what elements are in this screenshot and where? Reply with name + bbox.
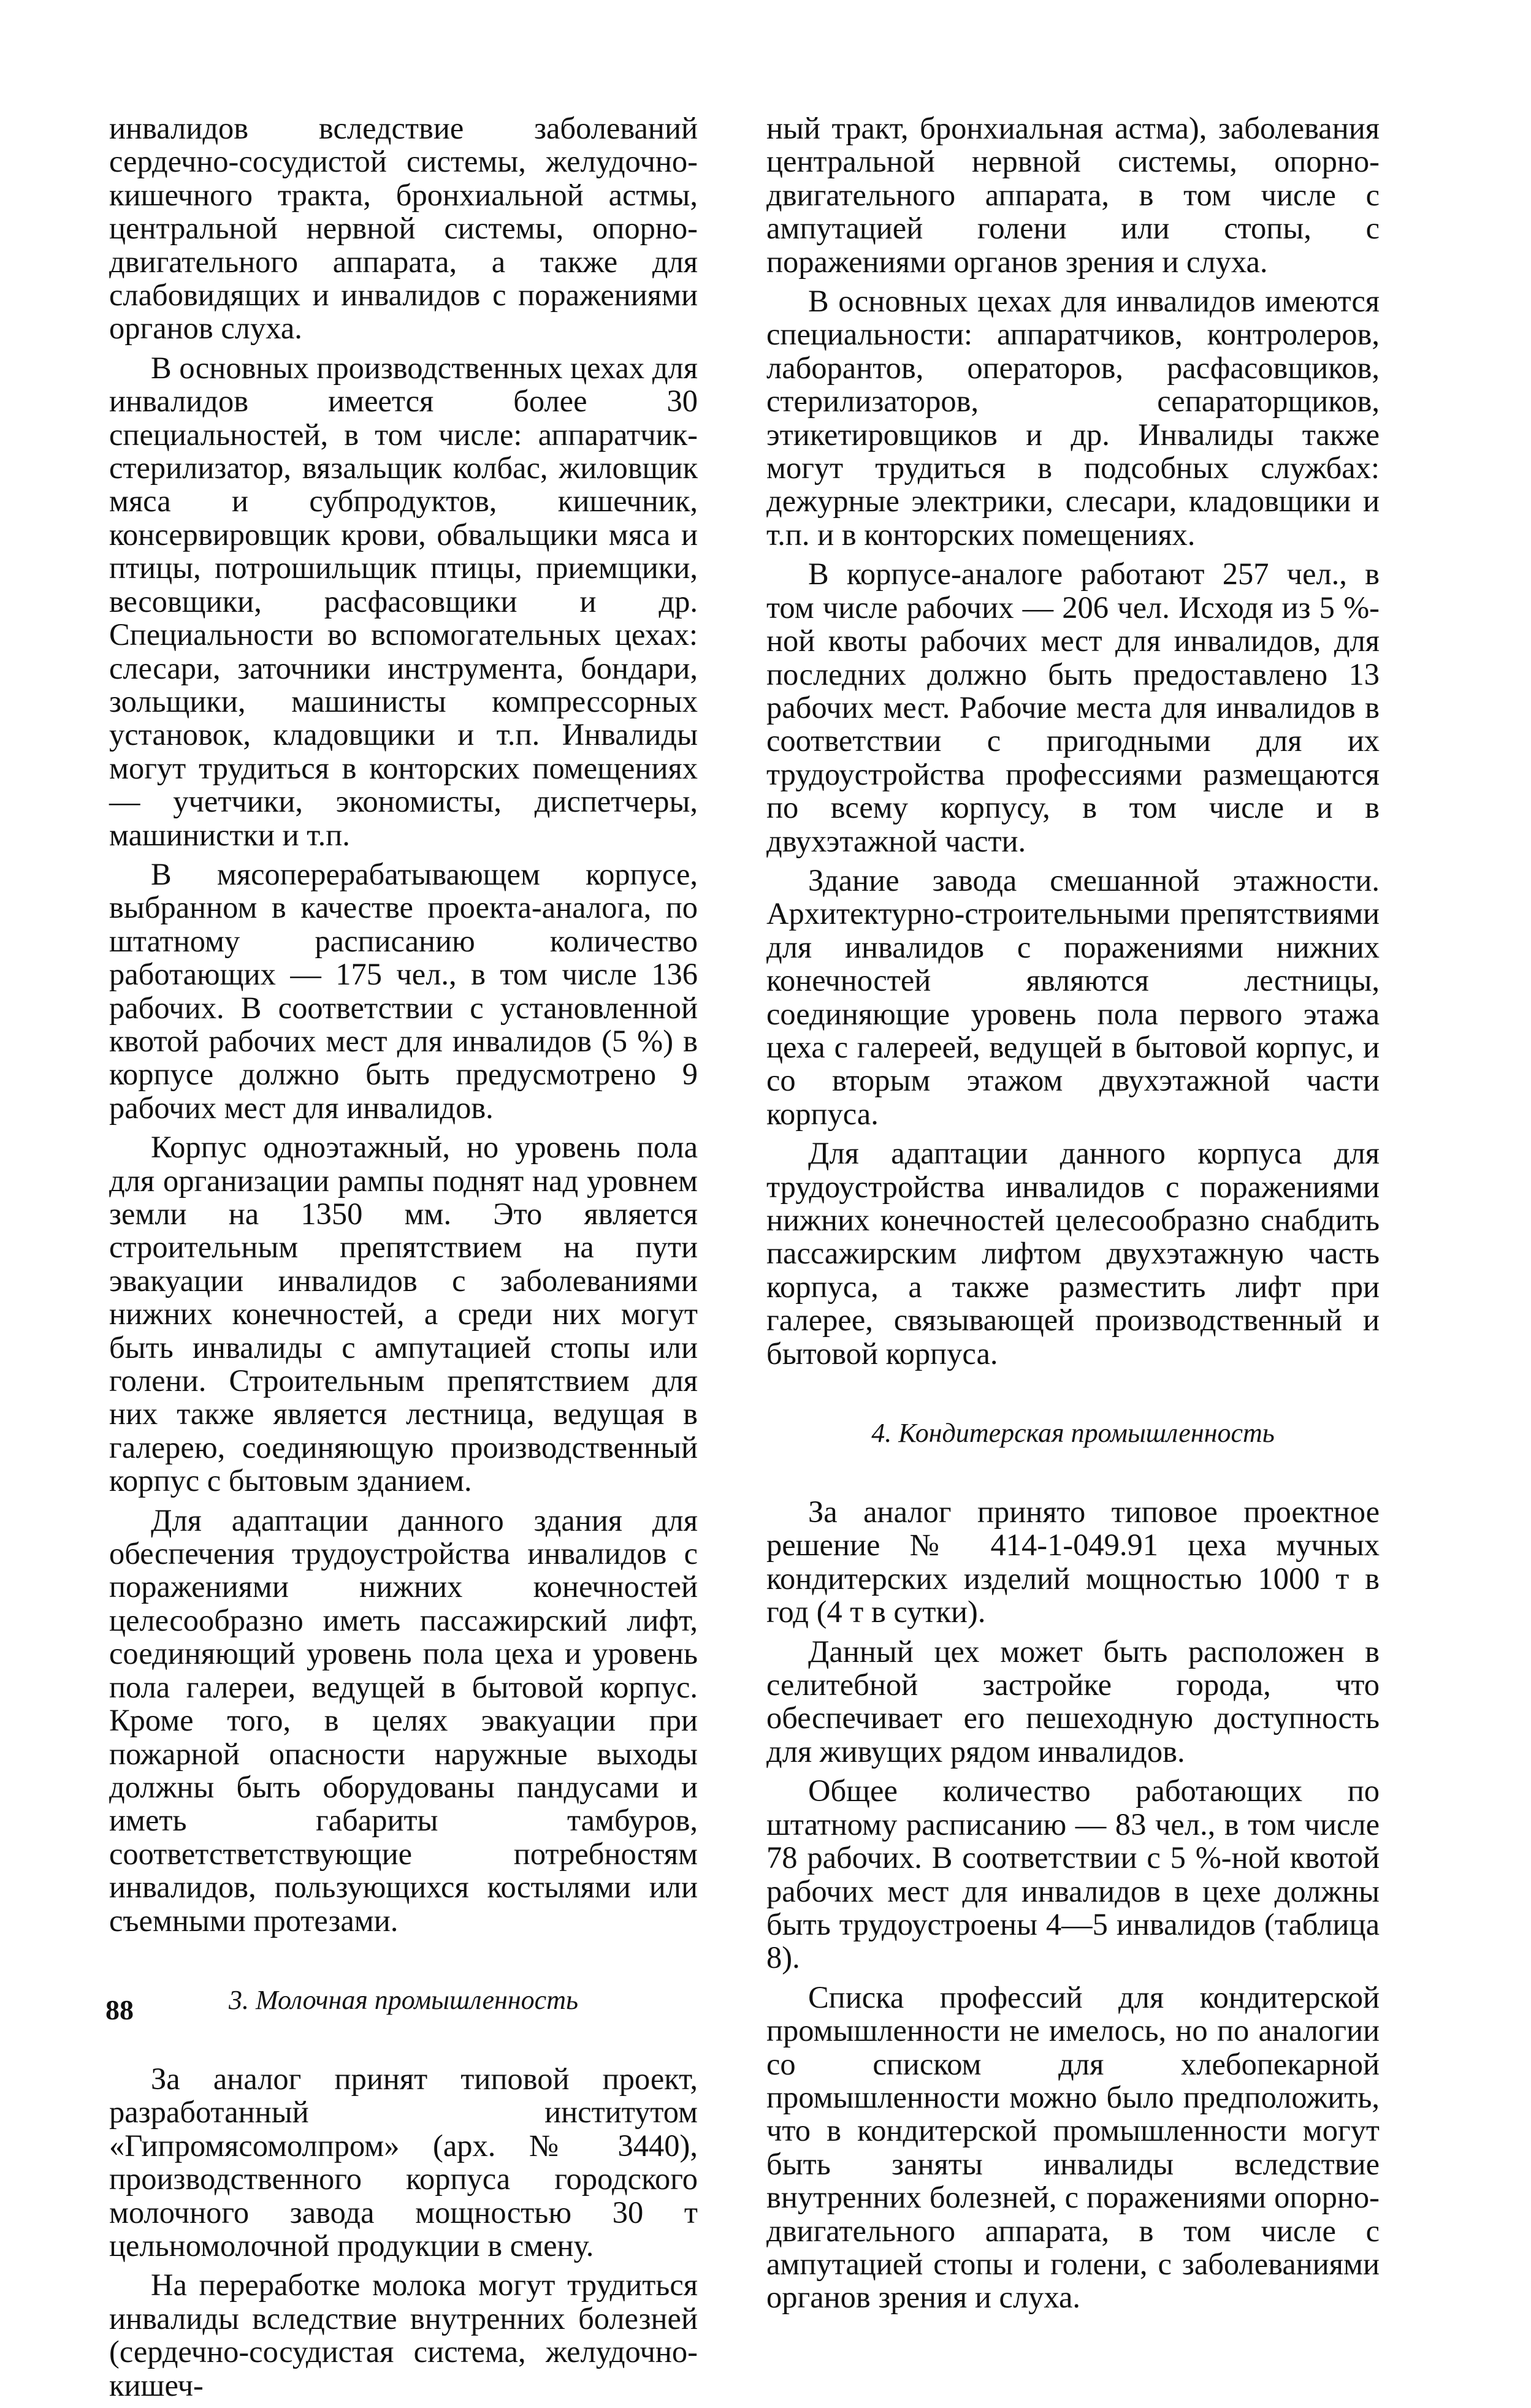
paragraph: За аналог принят типовой проект, разработанный институтом «Гипромясомолпром» (арх. № 3440), производственного корпуса городского молочного завода мощностью 30 т цельномолочной продукции в смену. <box>109 2061 698 2263</box>
paragraph: Для адаптации данного корпуса для трудоустройства инвалидов с поражениями нижних конечностей целесообразно снабдить пассажирским лифтом двухэтажную часть корпуса, а также разместить лифт при галерее, связывающей производственный и бытовой корпуса. <box>766 1136 1380 1371</box>
paragraph: Корпус одноэтажный, но уровень пола для организации рампы поднят над уровнем земли на 1350 мм. Это является строительным препятствием на пути эвакуации инвалидов с заболеваниями нижних конечностей, а среди них могут быть инвалиды с ампутацией стопы или голени. Строительным препятствием для них также является лестница, ведущая в галерею, соединяющую производственный корпус с бытовым зданием. <box>109 1130 698 1498</box>
paragraph: На переработке молока могут трудиться инвалиды вследствие внутренних болезней (сердечно-сосудистая система, желудочно-кишеч- <box>109 2268 698 2402</box>
paragraph: Для адаптации данного здания для обеспечения трудоустройства инвалидов с поражениями нижних конечностей целесообразно иметь пассажирский лифт, соединяющий уровень пола цеха и уровень пола галереи, ведущей в бытовой корпус. Кроме того, в целях эвакуации при пожарной опасности наружные выходы должны быть оборудованы пандусами и иметь габариты тамбуров, соответстветствующие потребностям инвалидов, пользующихся костылями или съемными протезами. <box>109 1503 698 1938</box>
paragraph: За аналог принято типовое проектное решение № 414-1-049.91 цеха мучных кондитерских изделий мощностью 1000 т в год (4 т в сутки). <box>766 1495 1380 1629</box>
right-column <box>766 112 1380 2320</box>
section-heading: 3. Молочная промышленность <box>228 1984 578 2015</box>
paragraph: Здание завода смешанной этажности. Архитектурно-строительными препятствиями для инвалидов с поражениями нижних конечностей являются лестницы, соединяющие уровень пола первого этажа цеха с галереей, ведущей в бытовой корпус, и со вторым этажом двухэтажной части корпуса. <box>766 863 1380 1131</box>
paragraph: В мясоперерабатывающем корпусе, выбранном в качестве проекта-аналога, по штатному расписанию количество работающих — 175 чел., в том числе 136 рабочих. В соответствии с установленной квотой рабочих мест для инвалидов (5 %) в корпусе должно быть предусмотрено 9 рабочих мест для инвалидов. <box>109 856 698 1125</box>
paragraph: Данный цех может быть расположен в селитебной застройке города, что обеспечивает его пешеходную доступность для живущих рядом инвалидов. <box>766 1634 1380 1769</box>
paragraph: Общее количество работающих по штатному расписанию — 83 чел., в том числе 78 рабочих. В соответствии с 5 %-ной квотой рабочих мест для инвалидов в цехе должны быть трудоустроены 4—5 инвалидов (таблица 8). <box>766 1774 1380 1975</box>
left-column <box>109 112 698 2408</box>
section-heading: 4. Кондитерская промышленность <box>871 1418 1275 1449</box>
paragraph: В основных цехах для инвалидов имеются специальности: аппаратчиков, контролеров, лаборантов, операторов, расфасовщиков, стерилизаторов, сепараторщиков, этикетировщиков и др. Инвалиды также могут трудиться в подсобных службах: дежурные электрики, слесари, кладовщики и т.п. и в конторских помещениях. <box>766 284 1380 552</box>
paragraph: инвалидов вследствие заболеваний сердечно-сосудистой системы, желудочно-кишечного тракта, бронхиальной астмы, центральной нервной системы, опорно-двигательного аппарата, а также для слабовидящих и инвалидов с поражениями органов слуха. <box>109 111 698 346</box>
paragraph: В корпусе-аналоге работают 257 чел., в том числе рабочих — 206 чел. Исходя из 5 %-ной квоты рабочих мест для инвалидов, для последних должно быть предоставлено 13 рабочих мест. Рабочие места для инвалидов в соответствии с пригодными для их трудоустройства профессиями размещаются по всему корпусу, в том числе и в двухэтажной части. <box>766 557 1380 858</box>
paragraph: ный тракт, бронхиальная астма), заболевания центральной нервной системы, опорно-двигательного аппарата, в том числе с ампутацией голени или стопы, с поражениями органов зрения и слуха. <box>766 112 1380 279</box>
paragraph: Списка профессий для кондитерской промышленности не имелось, но по аналогии со списком для хлебопекарной промышленности можно было предположить, что в кондитерской промышленности могут быть заняты инвалиды вследствие внутренних болезней, с поражениями опорно-двигательного аппарата, в том числе с ампутацией стопы и голени, с заболеваниями органов зрения и слуха. <box>766 1979 1380 2315</box>
paragraph: В основных производственных цехах для инвалидов имеется более 30 специальностей, в том числе: аппаратчик-стерилизатор, вязальщик колбас, жиловщик мяса и субпродуктов, кишечник, консервировщик крови, обвальщики мяса и птицы, потрошильщик птицы, приемщики, весовщики, расфасовщики и др. Специальности во вспомогательных цехах: слесари, заточники инструмента, бондари, зольщики, машинисты компрессорных установок, кладовщики и т.п. Инвалиды могут трудиться в конторских помещениях — учетчики, экономисты, диспетчеры, машинистки и т.п. <box>109 350 698 852</box>
page-number: 88 <box>105 1994 134 2025</box>
